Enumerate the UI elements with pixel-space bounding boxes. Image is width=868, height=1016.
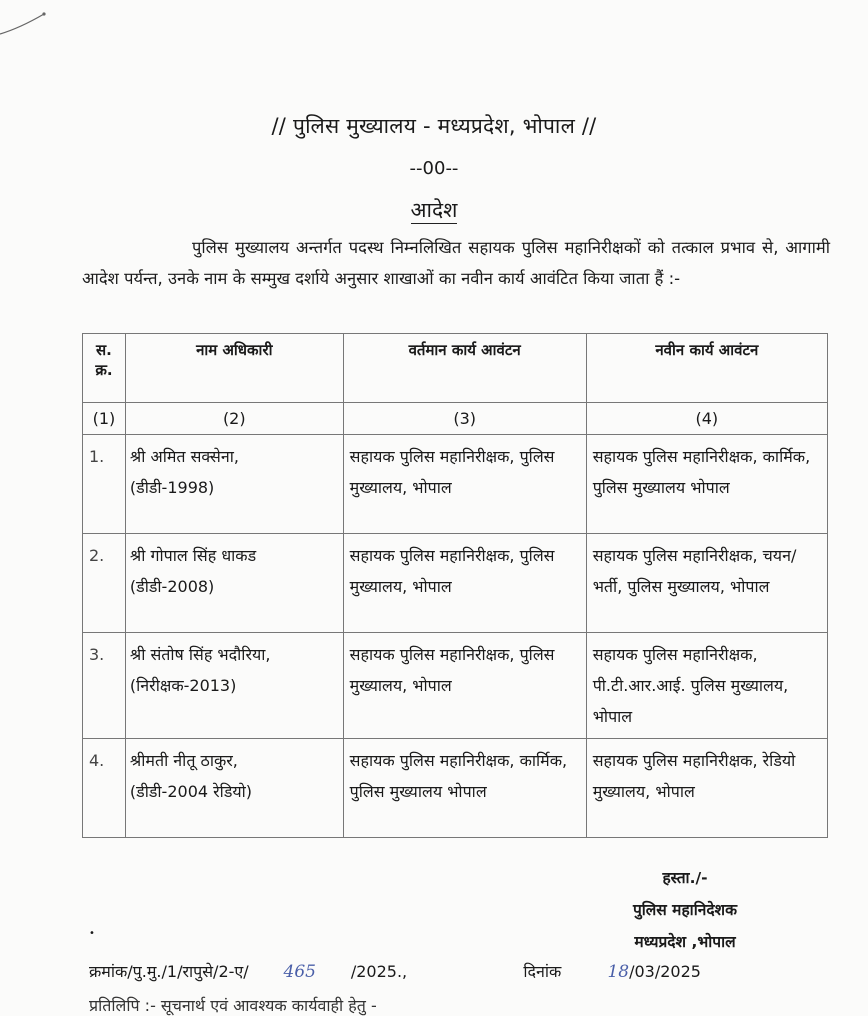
column-number: (4) [586, 403, 827, 435]
current-work: सहायक पुलिस महानिरीक्षक, कार्मिक, पुलिस मुख्यालय भोपाल [343, 739, 586, 838]
new-work: सहायक पुलिस महानिरीक्षक, कार्मिक, पुलिस मुख्यालय भोपाल [586, 435, 827, 534]
new-work: सहायक पुलिस महानिरीक्षक, रेडियो मुख्यालय, भोपाल [586, 739, 827, 838]
officer-rank: (डीडी-2004 रेडियो) [129, 782, 253, 801]
handwritten-ref-number: 465 [283, 962, 316, 982]
column-number: (1) [83, 403, 126, 435]
allocation-table [82, 333, 828, 838]
header-serial: स. क्र. [83, 334, 126, 403]
date-label: दिनांक [523, 962, 562, 981]
serial-number: 3. [83, 633, 126, 739]
table-row [83, 534, 828, 633]
order-heading: आदेश [410, 198, 458, 222]
table-row [83, 435, 828, 534]
current-work: सहायक पुलिस महानिरीक्षक, पुलिस मुख्यालय, भोपाल [343, 633, 586, 739]
header-current-work: वर्तमान कार्य आवंटन [343, 334, 586, 403]
officer-name: श्री संतोष सिंह भदौरिया, [129, 645, 271, 664]
new-work: सहायक पुलिस महानिरीक्षक, पी.टी.आर.आई. पुलिस मुख्यालय, भोपाल [586, 633, 827, 739]
officer-name: श्री गोपाल सिंह धाकड [129, 546, 257, 565]
officer-cell [125, 534, 343, 633]
column-number-row [83, 403, 828, 435]
serial-number: 1. [83, 435, 126, 534]
table-row [83, 633, 828, 739]
officer-rank: (डीडी-1998) [129, 478, 215, 497]
column-number: (2) [125, 403, 343, 435]
current-work: सहायक पुलिस महानिरीक्षक, पुलिस मुख्यालय, भोपाल [343, 435, 586, 534]
serial-number: 4. [83, 739, 126, 838]
header-officer-name: नाम अधिकारी [125, 334, 343, 403]
table-row [83, 739, 828, 838]
new-work: सहायक पुलिस महानिरीक्षक, चयन/भर्ती, पुलिस मुख्यालय, भोपाल [586, 534, 827, 633]
officer-rank: (निरीक्षक-2013) [129, 676, 237, 695]
officer-cell [125, 739, 343, 838]
officer-name: श्रीमती नीतू ठाकुर, [129, 751, 238, 770]
reference-year: /2025., [350, 962, 408, 981]
header-new-work: नवीन कार्य आवंटन [586, 334, 827, 403]
date-rest: /03/2025 [629, 962, 701, 981]
copy-to-line: प्रतिलिपि :- सूचनार्थ एवं आवश्यक कार्यवाही हेतु - [89, 996, 377, 1015]
pen-stroke-mark [0, 8, 50, 38]
serial-number: 2. [83, 534, 126, 633]
intro-paragraph: पुलिस मुख्यालय अन्तर्गत पदस्थ निम्नलिखित सहायक पुलिस महानिरीक्षकों को तत्काल प्रभाव से, आगामी आदेश पर्यन्त, उनके नाम के सम्मुख दर्शाये अनुसार शाखाओं का नवीन कार्य आवंटित किया जाता हैं :- [82, 238, 830, 288]
signature-mark: हस्ता./- [662, 869, 708, 887]
table-header-row [83, 334, 828, 403]
reference-line [89, 960, 701, 982]
officer-cell [125, 633, 343, 739]
current-work: सहायक पुलिस महानिरीक्षक, पुलिस मुख्यालय, भोपाल [343, 534, 586, 633]
office-title: // पुलिस मुख्यालय - मध्यप्रदेश, भोपाल // [271, 114, 597, 138]
officer-cell [125, 435, 343, 534]
column-number: (3) [343, 403, 586, 435]
title-separator: --00-- [409, 158, 459, 179]
officer-name: श्री अमित सक्सेना, [129, 447, 239, 466]
officer-rank: (डीडी-2008) [129, 577, 215, 596]
handwritten-date-day: 18 [607, 962, 630, 982]
signatory-place: मध्यप्रदेश ,भोपाल [634, 933, 736, 951]
reference-prefix: क्रमांक/पु.मु./1/रापुसे/2-ए/ [89, 962, 249, 981]
bullet-dot: • [89, 928, 95, 939]
signatory-designation: पुलिस महानिदेशक [632, 901, 737, 919]
